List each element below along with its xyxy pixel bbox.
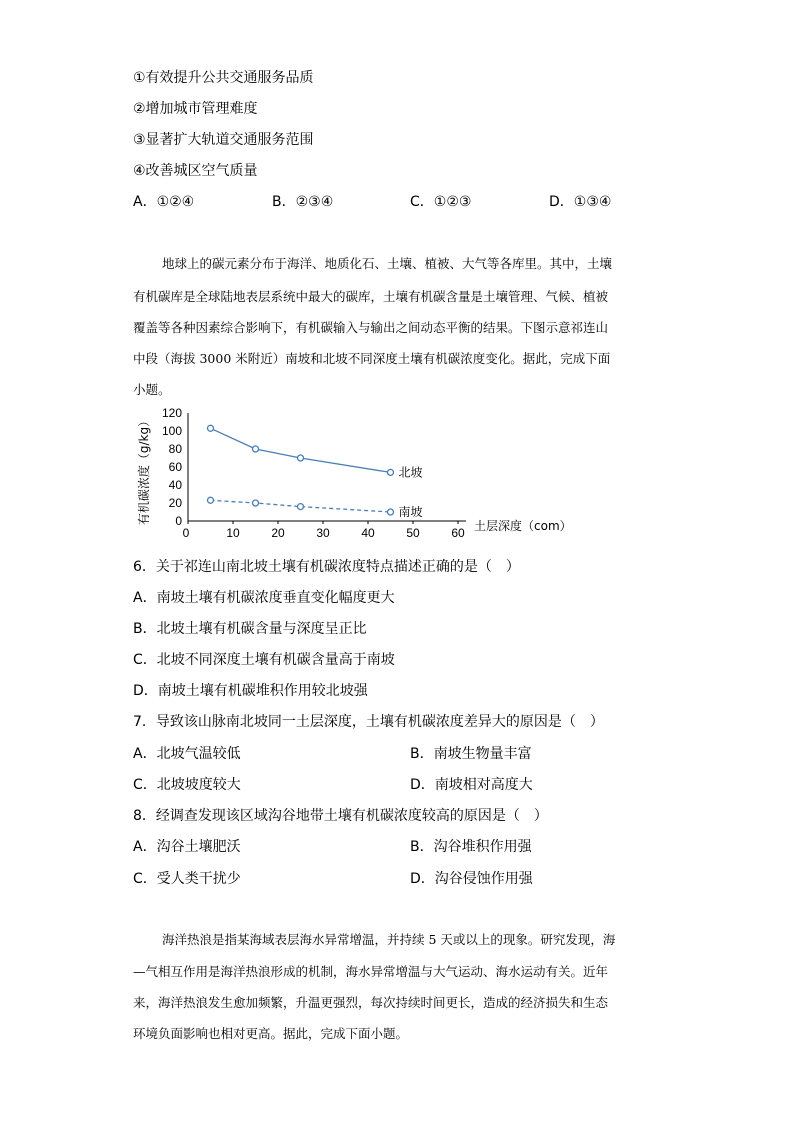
passage1-line-4: 中段（海拔 3000 米附近）南坡和北坡不同深度土壤有机碳浓度变化。据此，完成下面 xyxy=(133,351,611,366)
x-ticks xyxy=(183,521,465,540)
series-line-1 xyxy=(211,428,391,472)
statement-1: ①有效提升公共交通服务品质 xyxy=(133,70,314,86)
q6-option-c: C．北坡不同深度土壤有机碳含量高于南坡 xyxy=(133,652,395,668)
series-label: 南坡 xyxy=(398,505,423,519)
y-ticks xyxy=(162,406,182,528)
data-point xyxy=(298,455,304,461)
x-tick-label: 20 xyxy=(271,526,285,540)
series-label: 北坡 xyxy=(398,465,423,480)
q7-stem: 7．导致该山脉南北坡同一土层深度，土壤有机碳浓度差异大的原因是（ ） xyxy=(133,714,604,730)
statement-2: ②增加城市管理难度 xyxy=(133,101,258,117)
q8-option-b: B．沟谷堆积作用强 xyxy=(410,839,532,855)
soil-carbon-chart xyxy=(120,405,580,540)
q8-option-a: A．沟谷土壤肥沃 xyxy=(133,839,241,855)
q7-option-c: C．北坡坡度较大 xyxy=(133,777,241,793)
q7-option-b: B．南坡生物量丰富 xyxy=(410,746,532,762)
passage2-line-2: —气相互作用是海洋热浪形成的机制，海水异常增温与大气运动、海水运动有关。近年 xyxy=(133,964,609,979)
data-point xyxy=(208,497,214,503)
passage2-line-3: 来，海洋热浪发生愈加频繁，升温更强烈，每次持续时间更长，造成的经济损失和生态 xyxy=(133,995,609,1010)
data-point xyxy=(253,500,259,506)
x-tick-label: 10 xyxy=(226,526,240,540)
y-tick-label: 0 xyxy=(175,514,182,528)
y-tick-label: 80 xyxy=(168,442,182,456)
x-tick-label: 30 xyxy=(316,526,330,540)
x-tick-label: 60 xyxy=(451,526,465,540)
data-point xyxy=(298,504,304,510)
passage1-line-2: 有机碳库是全球陆地表层系统中最大的碳库，土壤有机碳含量是土壤管理、气候、植被 xyxy=(133,289,609,304)
q8-stem: 8．经调查发现该区域沟谷地带土壤有机碳浓度较高的原因是（ ） xyxy=(133,808,548,824)
passage1-line-1: 地球上的碳元素分布于海洋、地质化石、土壤、植被、大气等各库里。其中，土壤 xyxy=(162,256,613,271)
q8-option-d: D．沟谷侵蚀作用强 xyxy=(410,871,533,887)
data-point xyxy=(388,469,394,475)
x-tick-label: 0 xyxy=(182,526,190,540)
passage2-line-4: 环境负面影响也相对更高。据此，完成下面小题。 xyxy=(133,1026,409,1041)
data-point xyxy=(388,509,394,515)
statement-3: ③显著扩大轨道交通服务范围 xyxy=(133,132,314,148)
x-axis-label: 土层深度（com） xyxy=(474,519,572,533)
y-tick-label: 20 xyxy=(168,496,182,510)
y-tick-label: 60 xyxy=(168,460,182,474)
x-tick-label: 50 xyxy=(406,526,420,540)
y-axis-label: 有机碳浓度（g/kg） xyxy=(137,414,151,526)
y-tick-label: 100 xyxy=(161,424,182,438)
statement-4: ④改善城区空气质量 xyxy=(133,163,258,179)
q7-option-d: D．南坡相对高度大 xyxy=(410,777,533,793)
q6-option-b: B．北坡土壤有机碳含量与深度呈正比 xyxy=(133,621,367,637)
y-tick-label: 40 xyxy=(168,478,182,492)
chart-axes xyxy=(188,413,466,521)
passage1-line-5: 小题。 xyxy=(133,382,171,397)
q6-option-d: D．南坡土壤有机碳堆积作用较北坡强 xyxy=(133,683,368,699)
data-point xyxy=(208,425,214,431)
x-tick-label: 40 xyxy=(361,526,375,540)
passage2-line-1: 海洋热浪是指某海域表层海水异常增温，并持续 5 天或以上的现象。研究发现，海 xyxy=(162,932,616,947)
q7-option-a: A．北坡气温较低 xyxy=(133,746,241,762)
series-layer xyxy=(208,425,423,519)
passage1-line-3: 覆盖等各种因素综合影响下，有机碳输入与输出之间动态平衡的结果。下图示意祁连山 xyxy=(133,320,609,335)
top-option-b: B．②③④ xyxy=(272,194,334,210)
top-option-c: C．①②③ xyxy=(410,194,472,210)
q6-stem: 6．关于祁连山南北坡土壤有机碳浓度特点描述正确的是（ ） xyxy=(133,559,520,575)
q8-option-c: C．受人类干扰少 xyxy=(133,871,241,887)
data-point xyxy=(253,446,259,452)
top-option-d: D．①③④ xyxy=(549,194,612,210)
top-option-a: A．①②④ xyxy=(133,194,195,210)
y-tick-label: 120 xyxy=(161,406,182,420)
q6-option-a: A．南坡土壤有机碳浓度垂直变化幅度更大 xyxy=(133,590,395,606)
